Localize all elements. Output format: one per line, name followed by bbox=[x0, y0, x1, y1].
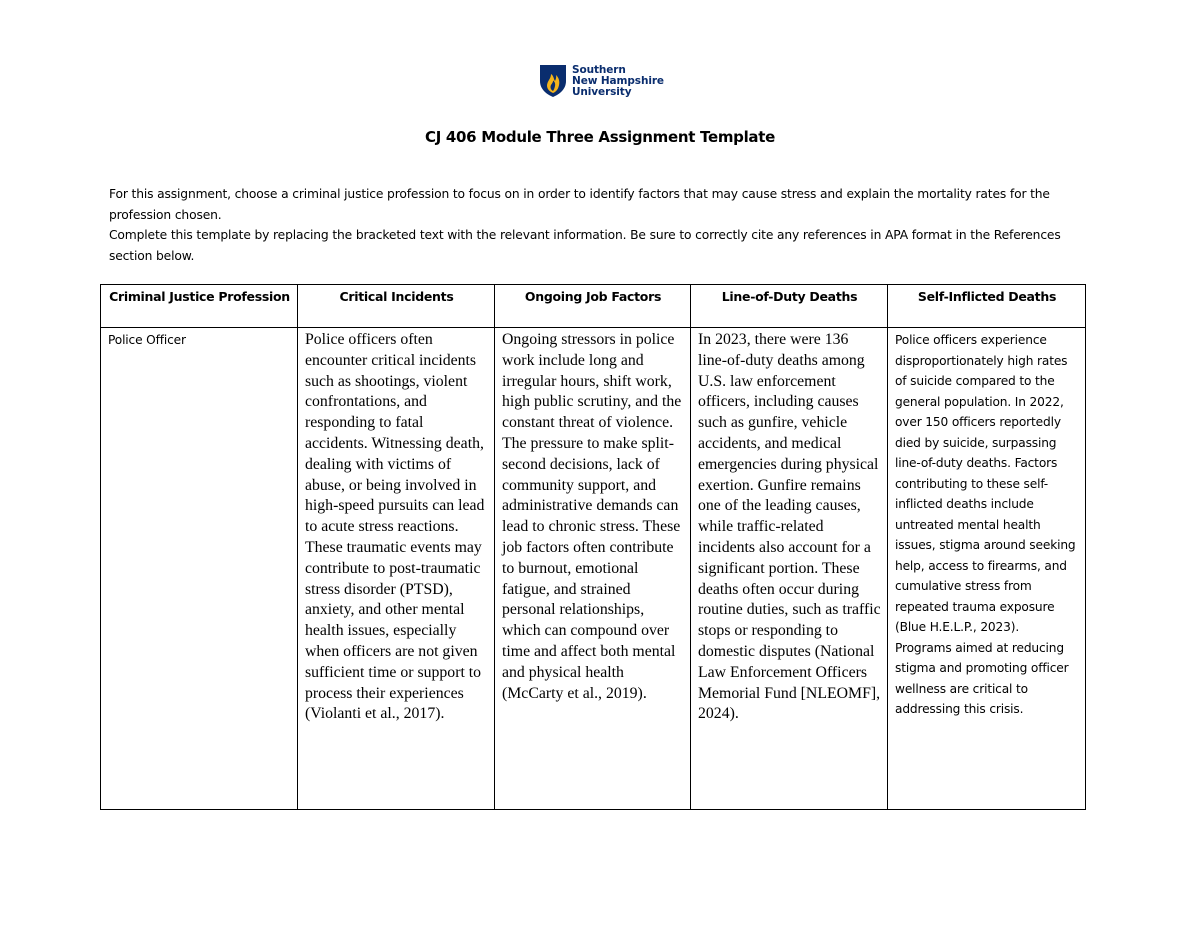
header-line-of-duty-deaths: Line-of-Duty Deaths bbox=[691, 285, 888, 328]
cell-line-of-duty-deaths[interactable]: In 2023, there were 136 line-of-duty deaths among U.S. law enforcement officers, including causes such as gunfire, vehicle accidents, and medical emergencies during physical exertion. Gunfire remains one of the leading causes, while traffic-related incidents also account for a significant portion. These deaths often occur during routine duties, such as traffic stops or responding to domestic disputes (National Law Enforcement Officers Memorial Fund [NLEOMF], 2024). bbox=[691, 328, 888, 810]
assignment-table bbox=[100, 284, 1086, 810]
logo-line-3: University bbox=[572, 86, 632, 98]
logo-wordmark bbox=[572, 65, 664, 98]
intro-paragraph-1: For this assignment, choose a criminal justice profession to focus on in order to identify factors that may cause stress and explain the mortality rates for the profession chosen. bbox=[109, 187, 1050, 222]
logo-line-1: Southern bbox=[572, 64, 626, 76]
header-critical-incidents: Critical Incidents bbox=[298, 285, 495, 328]
cell-profession[interactable]: Police Officer bbox=[101, 328, 298, 810]
page-title: CJ 406 Module Three Assignment Template bbox=[425, 128, 775, 146]
cell-ongoing-job-factors[interactable]: Ongoing stressors in police work include long and irregular hours, shift work, high public scrutiny, and the constant threat of violence. The pressure to make split-second decisions, lack of community support, and administrative demands can lead to chronic stress. These job factors often contribute to burnout, emotional fatigue, and strained personal relationships, which can compound over time and affect both mental and physical health (McCarty et al., 2019). bbox=[495, 328, 691, 810]
header-self-inflicted-deaths: Self-Inflicted Deaths bbox=[888, 285, 1086, 328]
table-header-row bbox=[101, 285, 1086, 328]
shield-flame-icon bbox=[539, 64, 567, 98]
university-logo bbox=[539, 64, 664, 98]
header-profession: Criminal Justice Profession bbox=[101, 285, 298, 328]
table-row bbox=[101, 328, 1086, 810]
intro-paragraph-2: Complete this template by replacing the bracketed text with the relevant information. Be sure to correctly cite any references in APA format in the References section below. bbox=[109, 228, 1061, 263]
cell-critical-incidents[interactable]: Police officers often encounter critical incidents such as shootings, violent confrontations, and responding to fatal accidents. Witnessing death, dealing with victims of abuse, or being involved in high-speed pursuits can lead to acute stress reactions. These traumatic events may contribute to post-traumatic stress disorder (PTSD), anxiety, and other mental health issues, especially when officers are not given sufficient time or support to process their experiences (Violanti et al., 2017). bbox=[298, 328, 495, 810]
header-ongoing-job-factors: Ongoing Job Factors bbox=[495, 285, 691, 328]
intro-text bbox=[109, 184, 1089, 266]
cell-self-inflicted-deaths[interactable]: Police officers experience disproportionately high rates of suicide compared to the general population. In 2022, over 150 officers reportedly died by suicide, surpassing line-of-duty deaths. Factors contributing to these self-inflicted deaths include untreated mental health issues, stigma around seeking help, access to firearms, and cumulative stress from repeated trauma exposure (Blue H.E.L.P., 2023). Programs aimed at reducing stigma and promoting officer wellness are critical to addressing this crisis. bbox=[888, 328, 1086, 810]
logo-line-2: New Hampshire bbox=[572, 75, 664, 87]
